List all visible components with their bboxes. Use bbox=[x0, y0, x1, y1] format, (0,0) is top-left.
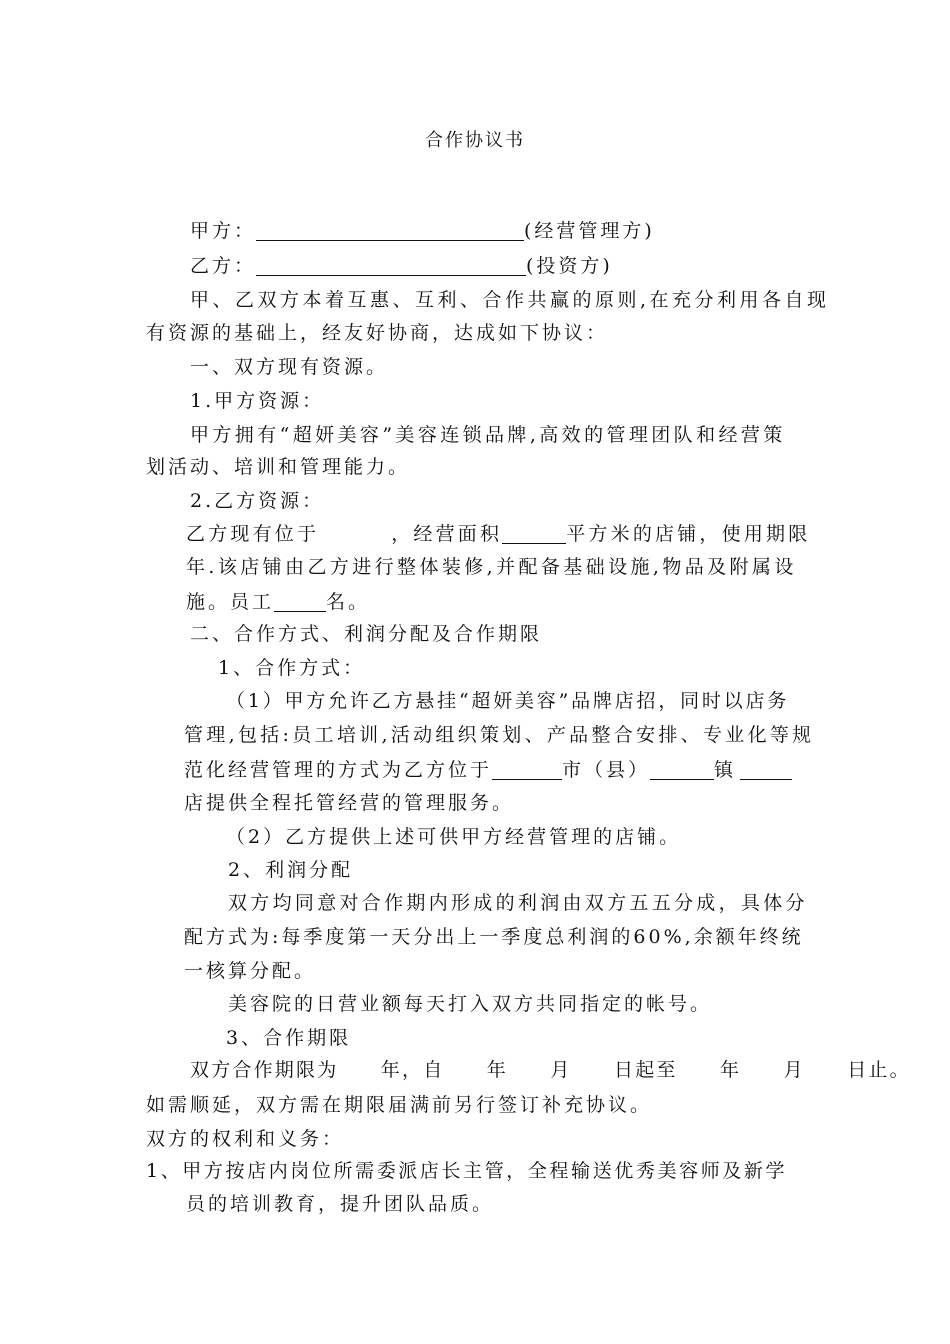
party-a-blank bbox=[256, 220, 524, 241]
document-title: 合作协议书 bbox=[425, 130, 525, 151]
profit-heading: 2、利润分配 bbox=[228, 859, 354, 881]
profit-line-1: 双方均同意对合作期内形成的利润由双方五五分成，具体分 bbox=[228, 892, 808, 914]
profit-line-3: 一核算分配。 bbox=[184, 960, 317, 982]
party-b-blank bbox=[256, 255, 526, 276]
intro-line-1: 甲、乙双方本着互惠、互利、合作共赢的原则,在充分利用各自现 bbox=[190, 289, 830, 311]
store-blank bbox=[740, 759, 792, 780]
cooperation-1-line-2: 管理,包括:员工培训,活动组织策划、产品整合安排、专业化等规 bbox=[184, 724, 815, 746]
term-heading: 3、合作期限 bbox=[226, 1027, 352, 1049]
party-a-resources-line-2: 划活动、培训和管理能力。 bbox=[146, 456, 411, 478]
section1-heading: 一、双方现有资源。 bbox=[190, 356, 389, 378]
party-a-label: 甲方： bbox=[190, 220, 257, 242]
rights-heading: 双方的权利和义务： bbox=[146, 1128, 345, 1150]
rights-item-1-line-2: 员的培训教育，提升团队品质。 bbox=[186, 1193, 495, 1215]
party-b-resources-line-3: 施。员工 名。 bbox=[186, 591, 371, 613]
city-blank bbox=[492, 759, 562, 780]
party-a-line bbox=[190, 219, 655, 243]
party-b-role: (投资方) bbox=[526, 255, 613, 277]
cooperation-1-line-4: 店提供全程托管经营的管理服务。 bbox=[184, 792, 515, 814]
staff-blank bbox=[274, 591, 326, 612]
party-b-label: 乙方： bbox=[190, 255, 257, 277]
profit-line-2: 配方式为:每季度第一天分出上一季度总利润的60%,余额年终统 bbox=[184, 926, 804, 948]
party-a-resources-line-1: 甲方拥有“超妍美容”美容连锁品牌,高效的管理团队和经营策 bbox=[190, 424, 786, 446]
party-a-role: (经营管理方) bbox=[524, 220, 655, 242]
cooperation-1-line-1: （1）甲方允许乙方悬挂“超妍美容”品牌店招，同时以店务 bbox=[226, 690, 790, 712]
area-blank bbox=[502, 523, 566, 544]
term-line-2: 如需顺延，双方需在期限届满前另行签订补充协议。 bbox=[146, 1094, 653, 1116]
cooperation-2: （2）乙方提供上述可供甲方经营管理的店铺。 bbox=[226, 826, 682, 848]
rights-item-1-line-1: 1、甲方按店内岗位所需委派店长主管，全程输送优秀美容师及新学 bbox=[146, 1160, 788, 1182]
term-line-1: 双方合作期限为 年，自 年 月 日起至 年 月 日止。 bbox=[190, 1059, 911, 1081]
town-blank bbox=[650, 759, 714, 780]
profit-account: 美容院的日营业额每天打入双方共同指定的帐号。 bbox=[228, 993, 713, 1015]
section2-heading: 二、合作方式、利润分配及合作期限 bbox=[190, 623, 543, 645]
cooperation-heading: 1、合作方式： bbox=[218, 657, 366, 679]
intro-line-2: 有资源的基础上，经友好协商，达成如下协议： bbox=[146, 322, 609, 344]
cooperation-1-line-3: 范化经营管理的方式为乙方位于 市（县） 镇 bbox=[184, 758, 792, 782]
party-b-line bbox=[190, 254, 613, 278]
party-b-resources-line-1: 乙方现有位于 ，经营面积 平方米的店铺，使用期限 bbox=[186, 523, 811, 545]
party-a-resources-heading: 1.甲方资源： bbox=[190, 390, 325, 412]
party-b-resources-heading: 2.乙方资源： bbox=[190, 490, 325, 512]
party-b-resources-line-2: 年.该店铺由乙方进行整体装修,并配备基础设施,物品及附属设 bbox=[186, 556, 797, 578]
